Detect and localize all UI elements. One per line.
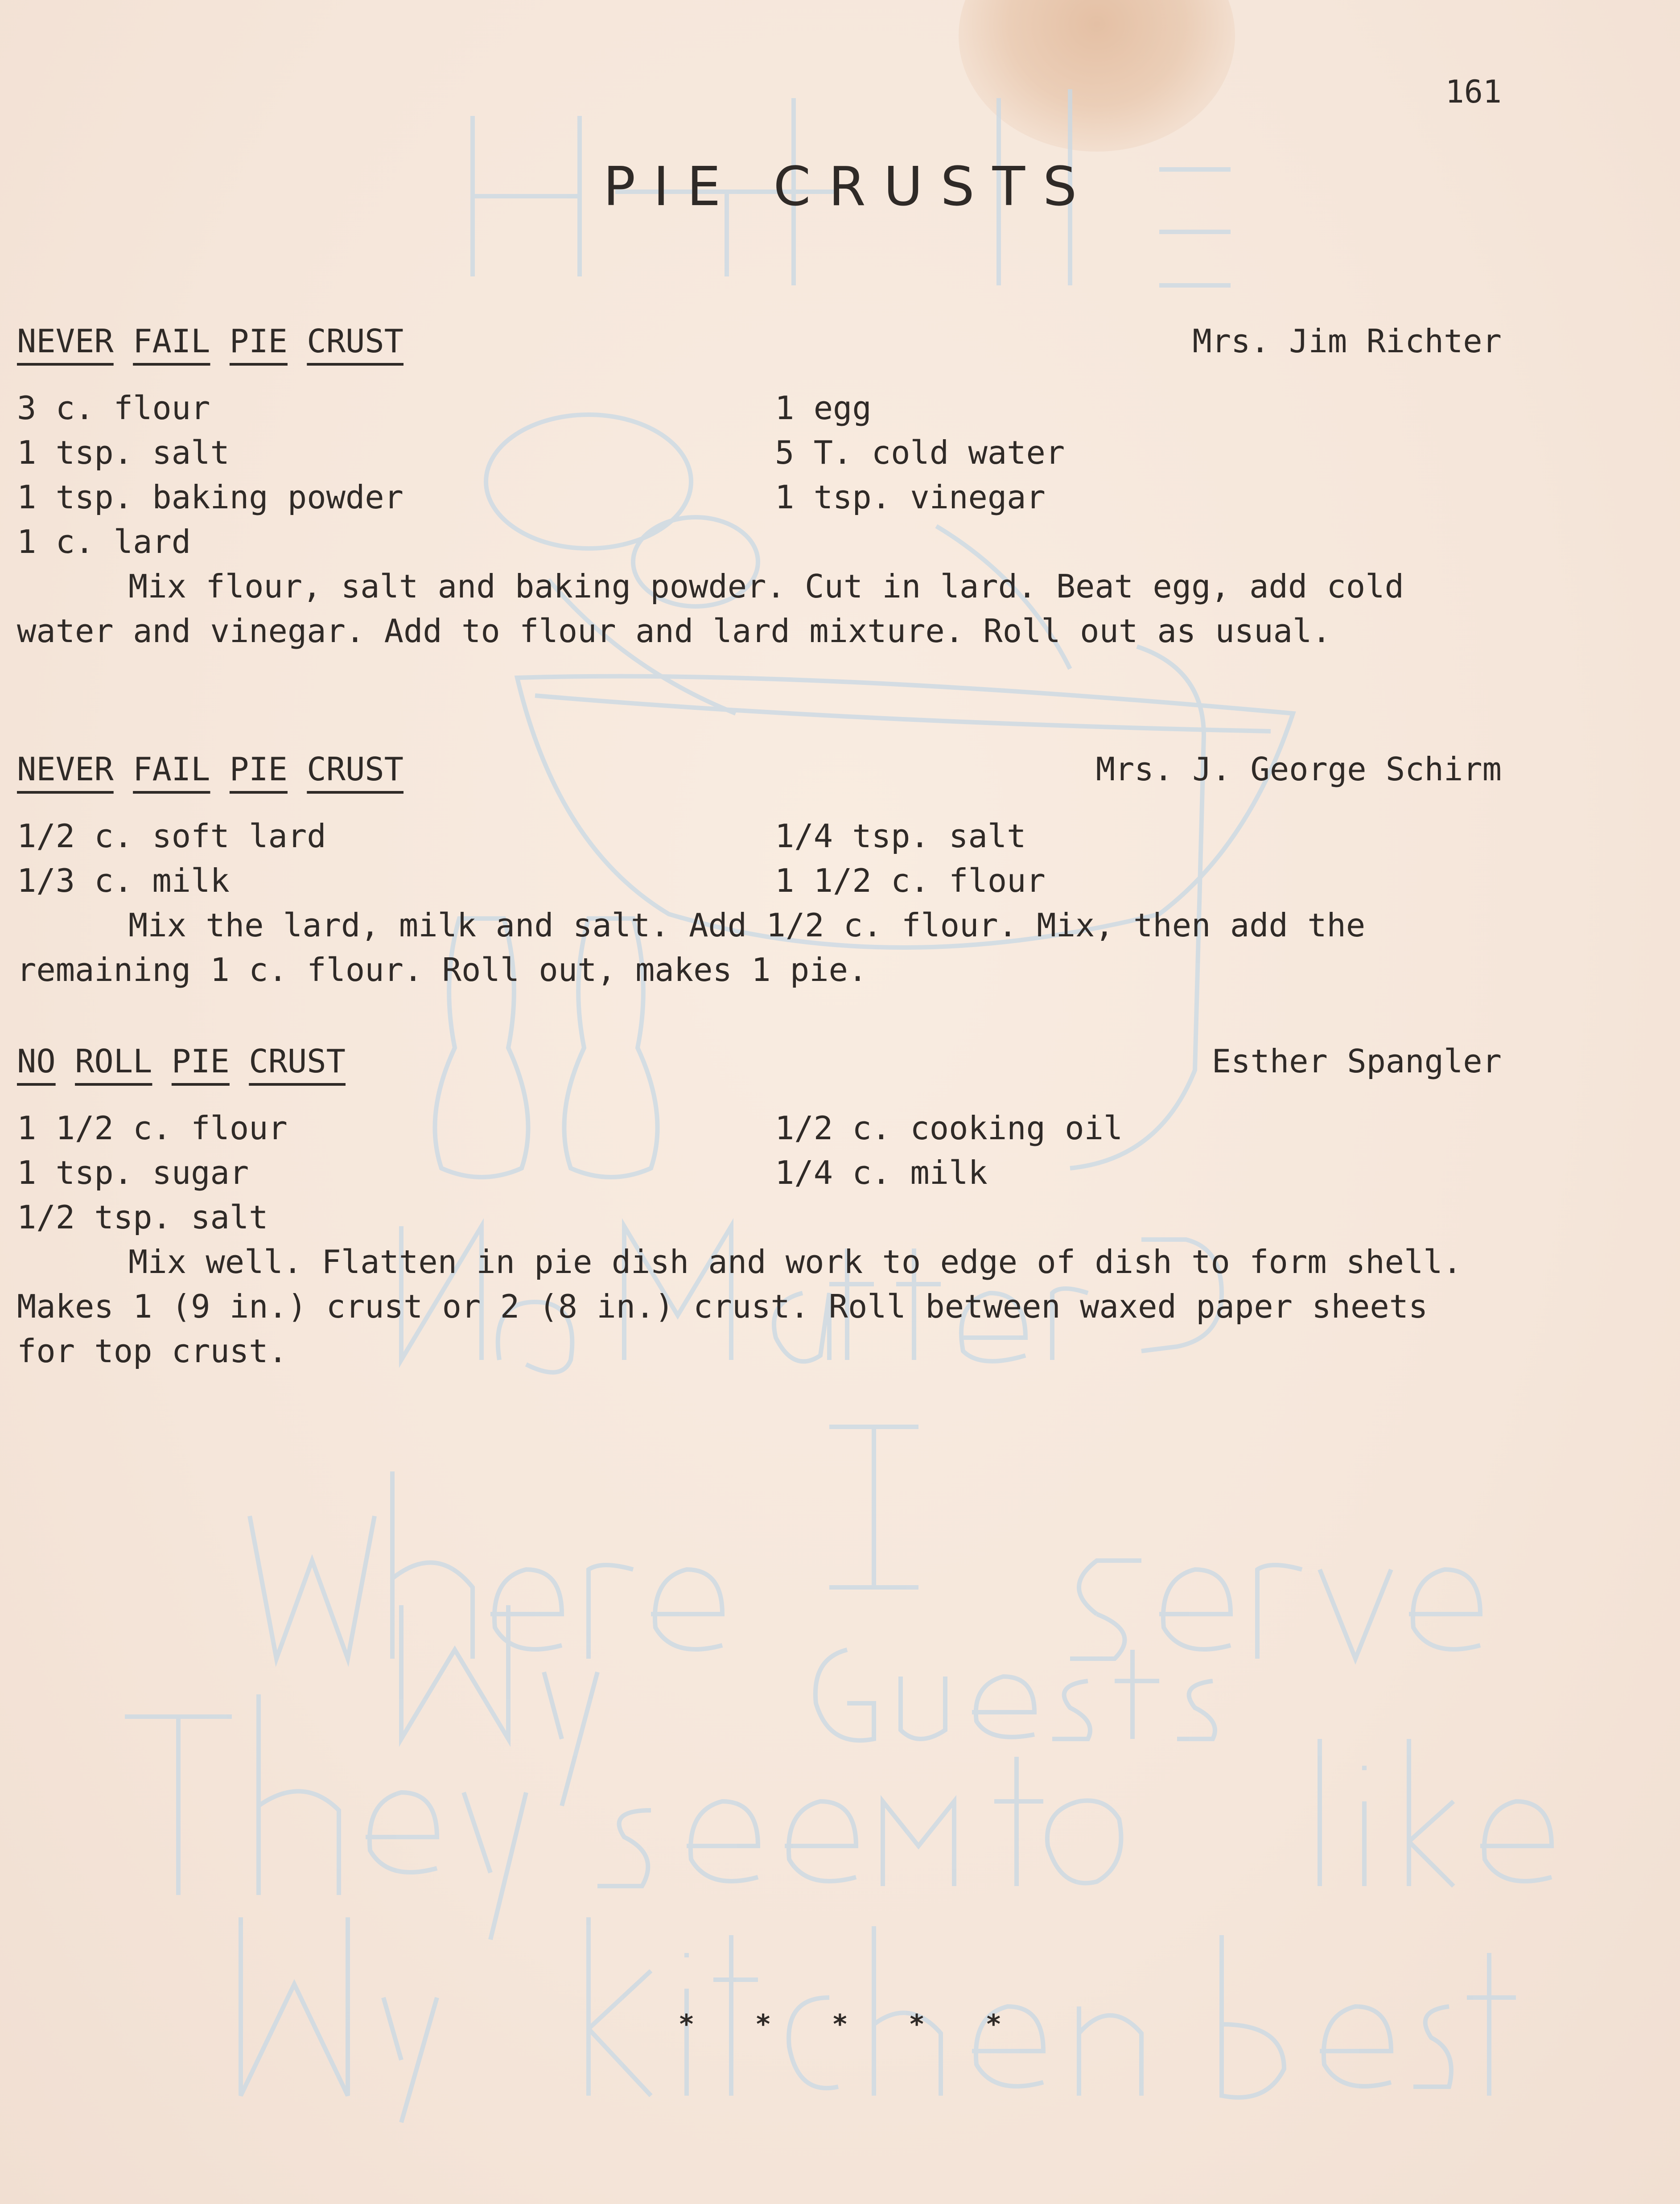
recipe-title	[17, 1039, 346, 1083]
ingredient-column-left	[17, 1106, 288, 1240]
recipe-header	[17, 1039, 1502, 1083]
title-word: FAIL	[133, 750, 210, 788]
ingredient-list	[17, 386, 1502, 564]
page-title: PIE CRUSTS	[603, 156, 1095, 218]
ingredient-list	[17, 1106, 1502, 1240]
title-word: PIE	[171, 1042, 230, 1080]
ingredient: 1 tsp. baking powder	[17, 478, 404, 516]
title-word: PIE	[229, 322, 288, 360]
recipe-author: Mrs. J. George Schirm	[1095, 750, 1502, 788]
title-word: NO	[17, 1042, 56, 1080]
title-word: PIE	[229, 750, 288, 788]
title-word: CRUST	[249, 1042, 346, 1080]
recipe-method: Mix the lard, milk and salt. Add 1/2 c. flour. Mix, then add the remaining 1 c. flour. Roll out, makes 1 pie.	[17, 906, 1366, 989]
ingredient-list	[17, 814, 1502, 903]
ingredient: 1 tsp. salt	[17, 434, 230, 471]
ingredient-column-left	[17, 386, 404, 564]
ingredient: 1/3 c. milk	[17, 862, 230, 899]
ingredient: 1 1/2 c. flour	[775, 862, 1046, 899]
recipe-never-fail-pie-crust-1	[17, 319, 1502, 653]
title-word: ROLL	[75, 1042, 152, 1080]
recipe-never-fail-pie-crust-2	[17, 747, 1502, 992]
ingredient: 5 T. cold water	[775, 434, 1065, 471]
recipe-no-roll-pie-crust	[17, 1039, 1502, 1373]
ingredient: 1 1/2 c. flour	[17, 1109, 288, 1147]
recipe-author: Mrs. Jim Richter	[1192, 322, 1502, 360]
ingredient: 1/2 c. cooking oil	[775, 1109, 1123, 1147]
page-footer-ornament: * * * * *	[678, 2009, 1024, 2040]
ingredient: 1 c. lard	[17, 523, 191, 560]
ingredient-column-right	[775, 814, 1046, 903]
ingredient: 1 egg	[775, 389, 872, 427]
page-number: 161	[1445, 74, 1502, 110]
recipe-author: Esther Spangler	[1211, 1042, 1502, 1080]
ingredient-column-left	[17, 814, 326, 903]
title-word: CRUST	[307, 322, 404, 360]
ingredient: 1 tsp. sugar	[17, 1154, 249, 1191]
ingredient: 1/2 tsp. salt	[17, 1199, 268, 1236]
recipe-title	[17, 319, 404, 363]
recipe-method: Mix well. Flatten in pie dish and work to edge of dish to form shell. Makes 1 (9 in.) crust or 2 (8 in.) crust. Roll between waxed paper sheets for top crust.	[17, 1243, 1462, 1370]
ingredient-column-right	[775, 1106, 1123, 1195]
ingredient-column-right	[775, 386, 1065, 519]
recipe-method: Mix flour, salt and baking powder. Cut in lard. Beat egg, add cold water and vinegar. Add to flour and lard mixture. Roll out as usual.	[17, 568, 1404, 650]
ingredient: 3 c. flour	[17, 389, 210, 427]
ingredient: 1/4 c. milk	[775, 1154, 988, 1191]
title-word: NEVER	[17, 322, 114, 360]
recipe-header	[17, 747, 1502, 791]
title-word: FAIL	[133, 322, 210, 360]
recipe-title	[17, 747, 404, 791]
ingredient: 1/2 c. soft lard	[17, 817, 326, 855]
recipe-header	[17, 319, 1502, 363]
title-word: CRUST	[307, 750, 404, 788]
ingredient: 1 tsp. vinegar	[775, 478, 1046, 516]
title-word: NEVER	[17, 750, 114, 788]
ingredient: 1/4 tsp. salt	[775, 817, 1026, 855]
